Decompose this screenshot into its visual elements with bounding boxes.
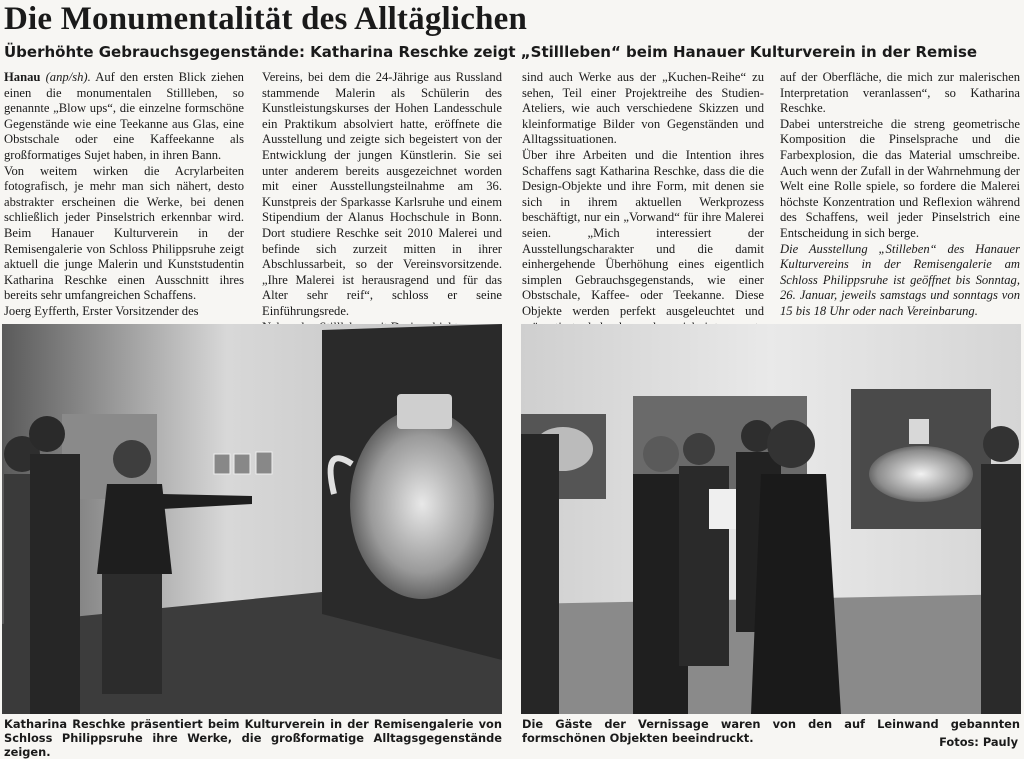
subheadline: Überhöhte Gebrauchsgegenstände: Katharina Reschke zeigt „Stillleben“ beim Hanauer Kulturverein in der Remise <box>4 43 978 61</box>
photo-vernissage-guests <box>521 324 1021 714</box>
paragraph: auf der Oberfläche, die mich zur malerischen Interpretation veranlassen“, so Katharina Reschke. <box>780 70 1020 116</box>
article-column-3 <box>522 70 764 318</box>
paragraph: Von weitem wirken die Acrylarbeiten fotografisch, je mehr man sich nähert, desto abstrakter erscheinen die Werke, bei denen schließlich jeder Pinselstrich erkennbar wird. Beim Hanauer Kulturverein in der Remisengalerie von Schloss Philippsruhe zeigt aktuell die junge Malerin und Kunststudentin Katharina Reschke einen Ausschnitt ihres bereits sehr umfangreichen Schaffens. <box>4 163 244 303</box>
photo-artist-presenting <box>2 324 502 714</box>
article-column-4 <box>780 70 1020 318</box>
photo-credit: Fotos: Pauly <box>939 735 1018 749</box>
exhibition-info: Die Ausstellung „Stilleben“ des Hanauer Kulturvereins in der Remisengalerie am Schloss Philippsruhe ist geöffnet bis Sonntag, 26. Januar, jeweils samstags und sonntags von 15 bis 18 Uhr oder nach Vereinbarung. <box>780 241 1020 318</box>
headline: Die Monumentalität des Alltäglichen <box>4 1 528 37</box>
author-tag: (anp/sh). <box>45 70 91 84</box>
paragraph: sind auch Werke aus der „Kuchen-Reihe“ zu sehen, Teil einer Projektreihe des Studien-Ateliers, wie auch verschiedene Skizzen und kleinformatige Bilder von Gegenständen und Alltagssituationen. <box>522 70 764 147</box>
paragraph: Über ihre Arbeiten und die Intention ihres Schaffens sagt Katharina Reschke, dass die die Design-Objekte und ihre Form, mit denen sie sich in ihrem aktuellen Werkprozess beschäftigt, nur ein „Vorwand“ für ihre Malerei seien. „Mich interessiert der Ausstellungscharakter und die damit einhergehende Überhöhung eines eigentlich simplen Gebrauchsgegenstands, wie einer Obstschale, Kaffee- oder Teekanne. Diese Objekte werden perfekt ausgeleuchtet und <box>522 147 764 318</box>
dateline: Hanau <box>4 70 41 84</box>
photo-caption-right: Die Gäste der Vernissage waren von den auf Leinwand gebannten formschönen Objekten beeindruckt. <box>522 717 1020 745</box>
photo-caption-left: Katharina Reschke präsentiert beim Kulturverein in der Remisengalerie von Schloss Philippsruhe ihre Werke, die großformatige Alltagsgegenstände zeigen. <box>4 717 502 759</box>
paragraph: Vereins, bei dem die 24-Jährige aus Russland stammende Malerin als Schülerin des Kunstleistungskurses der Hohen Landesschule ein Praktikum absolviert hatte, eröffnete die Ausstellung und zeigte sich begeistert von der Entwicklung der jungen Künstlerin. Sie sei unter anderem bereits ausgezeichnet worden mit einer Ausstellungsteilnahme am 36. Kunstpreis der Sparkasse Karlsruhe und einem Stipendium der Alanus Hochschule in Bonn. Dort studiere Reschke seit 2010 Malerei und befinde sich zurzeit mitten in ihrer Abschlussarbeit, so der Vereinsvorsitzende. „Ihre Malerei ist herausragend und für das Alter sehr reif“, schloss er seine Einführungsrede. <box>262 70 502 318</box>
paragraph: Dabei unterstreiche die streng geometrische Komposition die Pinselsprache und die Farbexplosion, die das Material umschreibe. Auch wenn der Zufall in der Wahrnehmung der Welt eine Rolle spiele, so fordere die Malerei höchste Konzentration und Reflexion während des Schaffens, weil jeder Pinselstrich eine Entscheidung in sich berge. <box>780 116 1020 240</box>
article-column-1 <box>4 70 244 318</box>
paragraph: Auf den ersten Blick ziehen einen die monumentalen Stillleben, so genannte „Blow ups“, die einzelne formschöne Gegenstände wie eine Teekanne aus Glas, eine Obstschale oder eine Kaffeekanne als großformatiges Sujet haben, in ihren Bann. <box>4 70 244 162</box>
article-column-2 <box>262 70 502 318</box>
paragraph: Joerg Eyfferth, Erster Vorsitzender des <box>4 303 199 318</box>
